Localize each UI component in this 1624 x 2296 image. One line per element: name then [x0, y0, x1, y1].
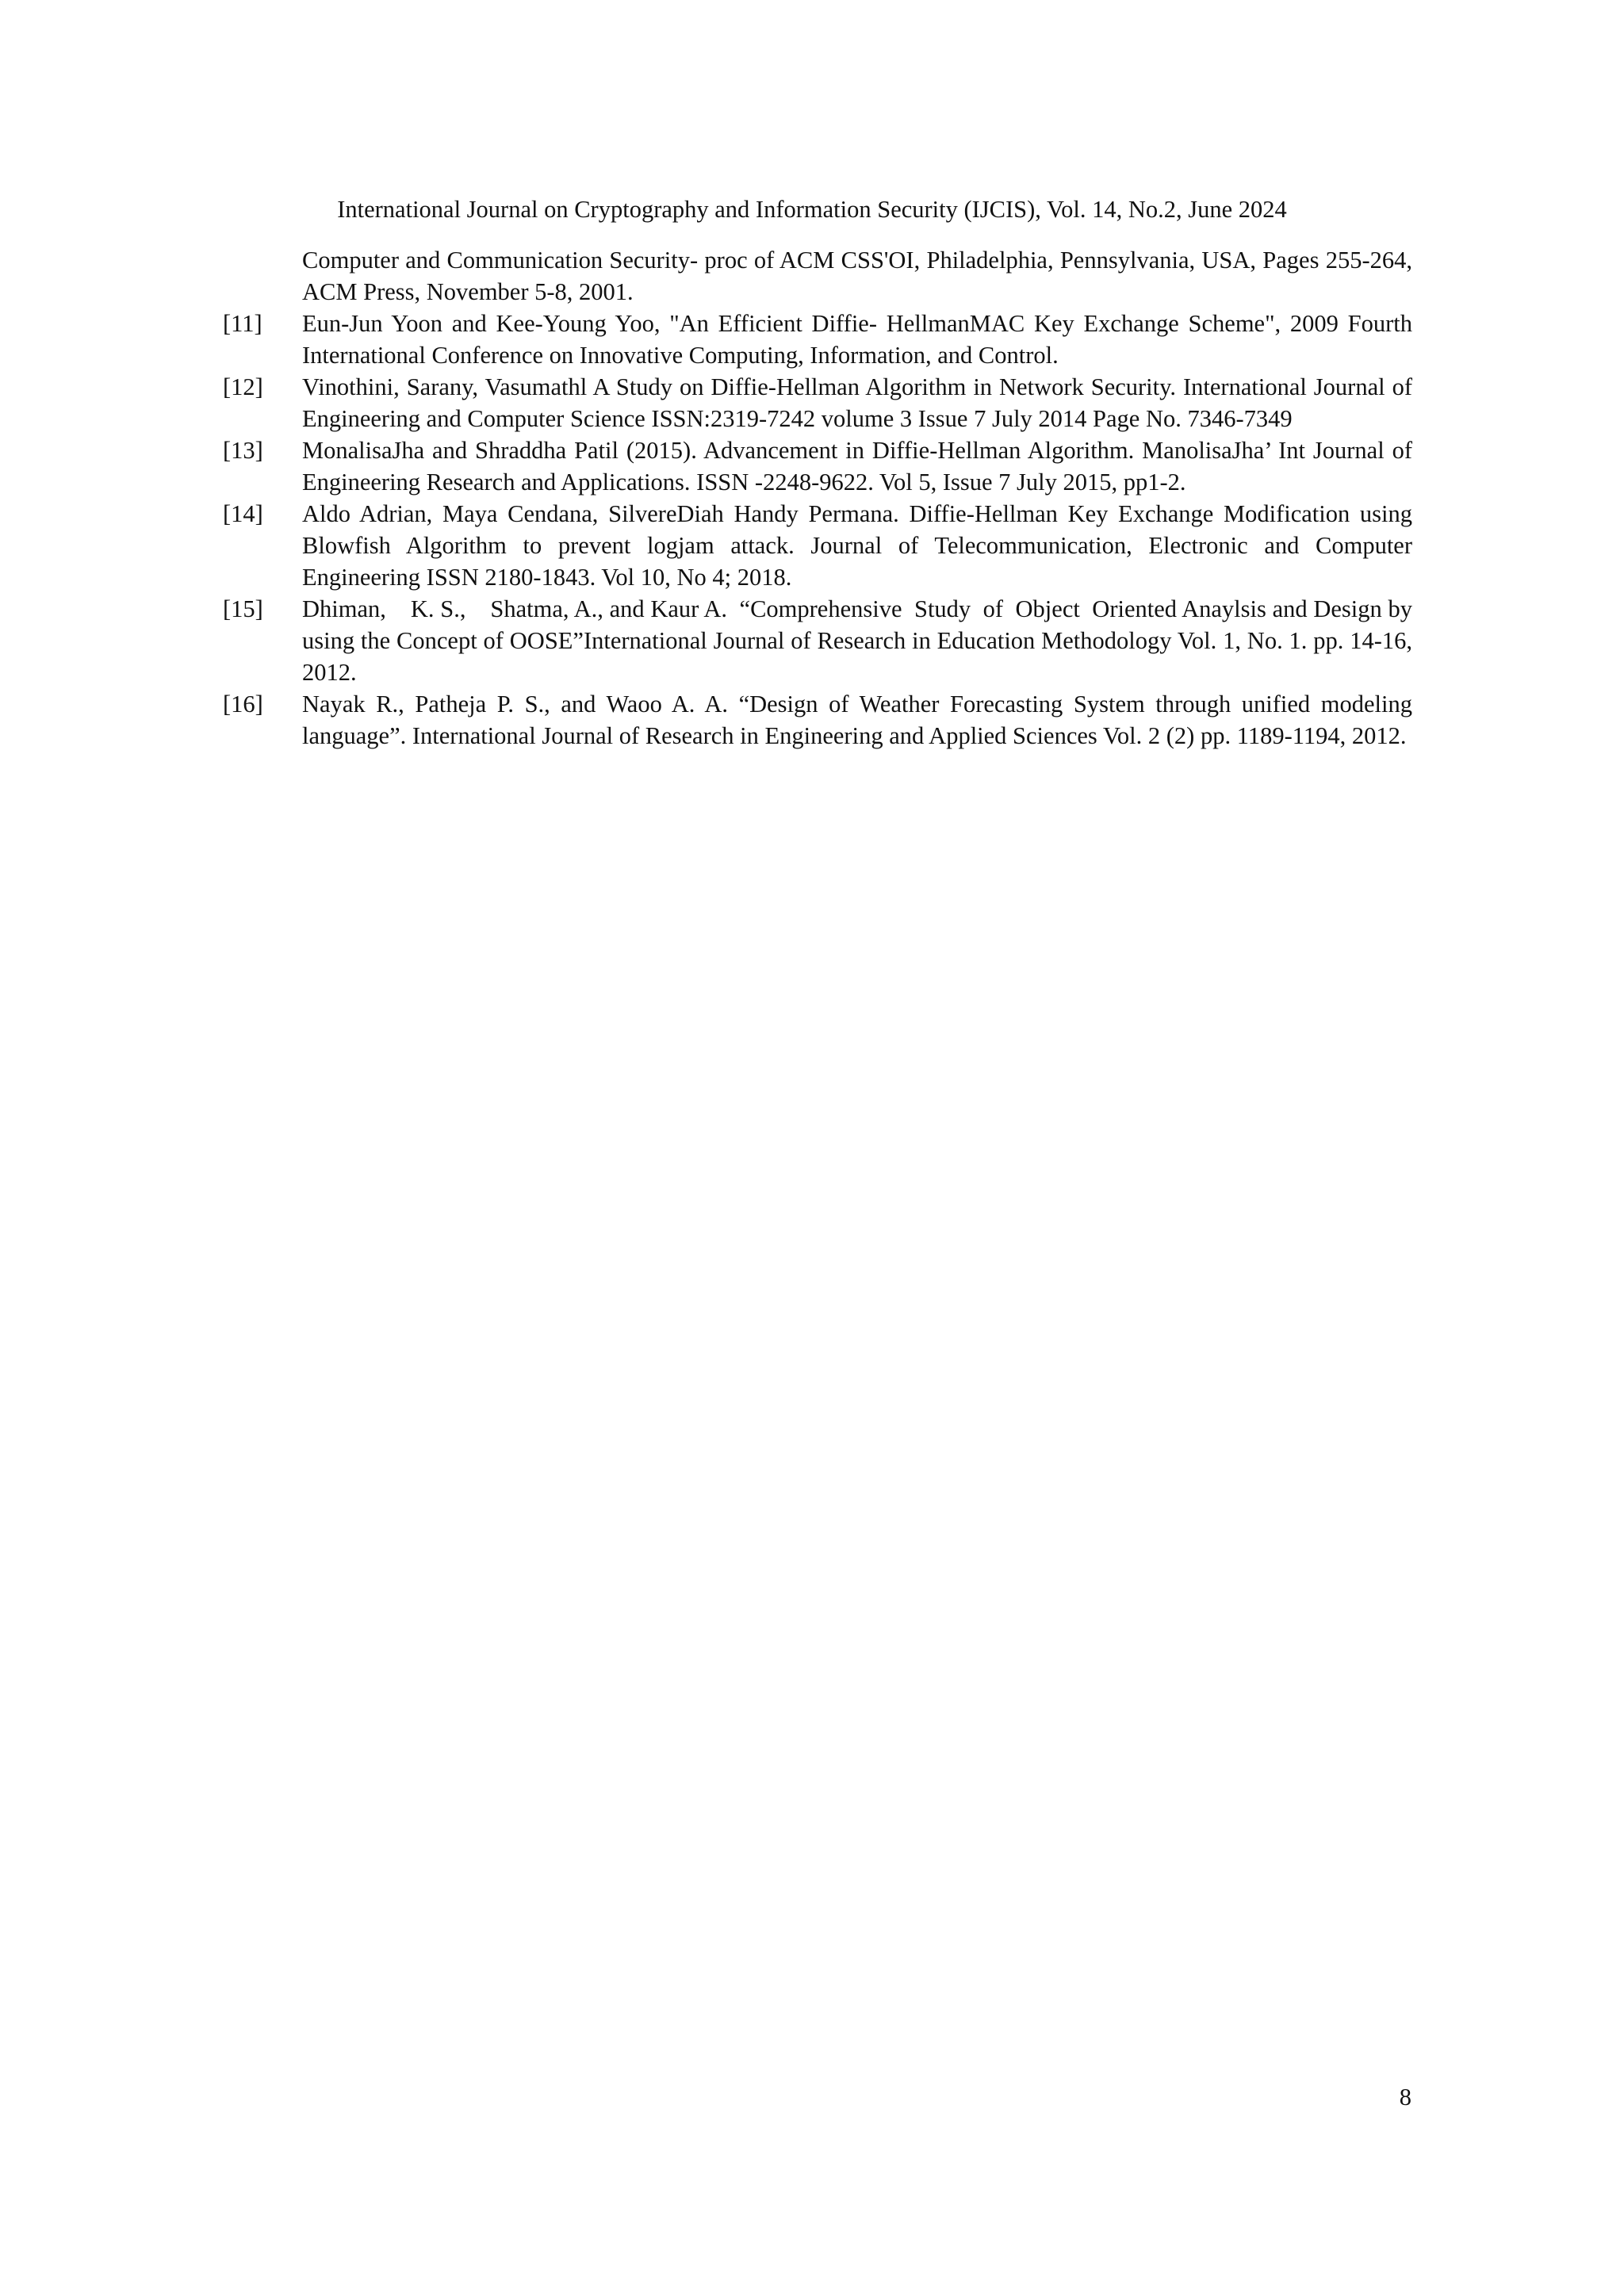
- reference-text: MonalisaJha and Shraddha Patil (2015). Advancement in Diffie-Hellman Algorithm. ManolisaJha’ Int Journal of Engineering Research and Applications. ISSN -2248-9622. Vol 5, Issue 7 July 2015, pp1-2.: [302, 437, 1412, 496]
- reference-number: [13]: [223, 437, 263, 464]
- reference-text: Eun-Jun Yoon and Kee-Young Yoo, "An Efficient Diffie- HellmanMAC Key Exchange Scheme", 2009 Fourth International Conference on Innovative Computing, Information, and Control.: [302, 310, 1412, 369]
- reference-number: [16]: [223, 691, 263, 718]
- reference-list: [223, 244, 1419, 752]
- page-number: 8: [1399, 2084, 1411, 2110]
- reference-item-13: [223, 434, 1412, 498]
- reference-number: [12]: [223, 373, 263, 400]
- reference-continuation: Computer and Communication Security- proc of ACM CSS'OI, Philadelphia, Pennsylvania, USA, Pages 255-264, ACM Press, November 5-8, 2001.: [302, 247, 1412, 305]
- reference-text: Aldo Adrian, Maya Cendana, SilvereDiah Handy Permana. Diffie-Hellman Key Exchange Modification using Blowfish Algorithm to prevent logjam attack. Journal of Telecommunication, Electronic and Computer Engineering ISSN 2180-1843. Vol 10, No 4; 2018.: [302, 500, 1412, 591]
- reference-item-11: [223, 308, 1412, 371]
- reference-item-14: [223, 498, 1412, 593]
- reference-text: Vinothini, Sarany, Vasumathl A Study on Diffie-Hellman Algorithm in Network Security. International Journal of Engineering and Computer Science ISSN:2319-7242 volume 3 Issue 7 July 2014 Page No. 7346-7349: [302, 373, 1412, 432]
- reference-text: Nayak R., Patheja P. S., and Waoo A. A. “Design of Weather Forecasting System through unified modeling language”. International Journal of Research in Engineering and Applied Sciences Vol. 2 (2) pp. 1189-1194, 2012.: [302, 691, 1412, 749]
- reference-number: [11]: [223, 310, 262, 337]
- reference-text: Dhiman, K. S., Shatma, A., and Kaur A. “Comprehensive Study of Object Oriented Anaylsis and Design by using the Concept of OOSE”International Journal of Research in Education Methodology Vol. 1, No. 1. pp. 14-16, 2012.: [302, 595, 1419, 686]
- reference-number: [15]: [223, 595, 263, 622]
- reference-item-15: [223, 593, 1419, 688]
- reference-item-12: [223, 371, 1412, 434]
- reference-item-16: [223, 688, 1412, 752]
- reference-number: [14]: [223, 500, 263, 527]
- running-header: International Journal on Cryptography and Information Security (IJCIS), Vol. 14, No.2, June 2024: [337, 196, 1287, 223]
